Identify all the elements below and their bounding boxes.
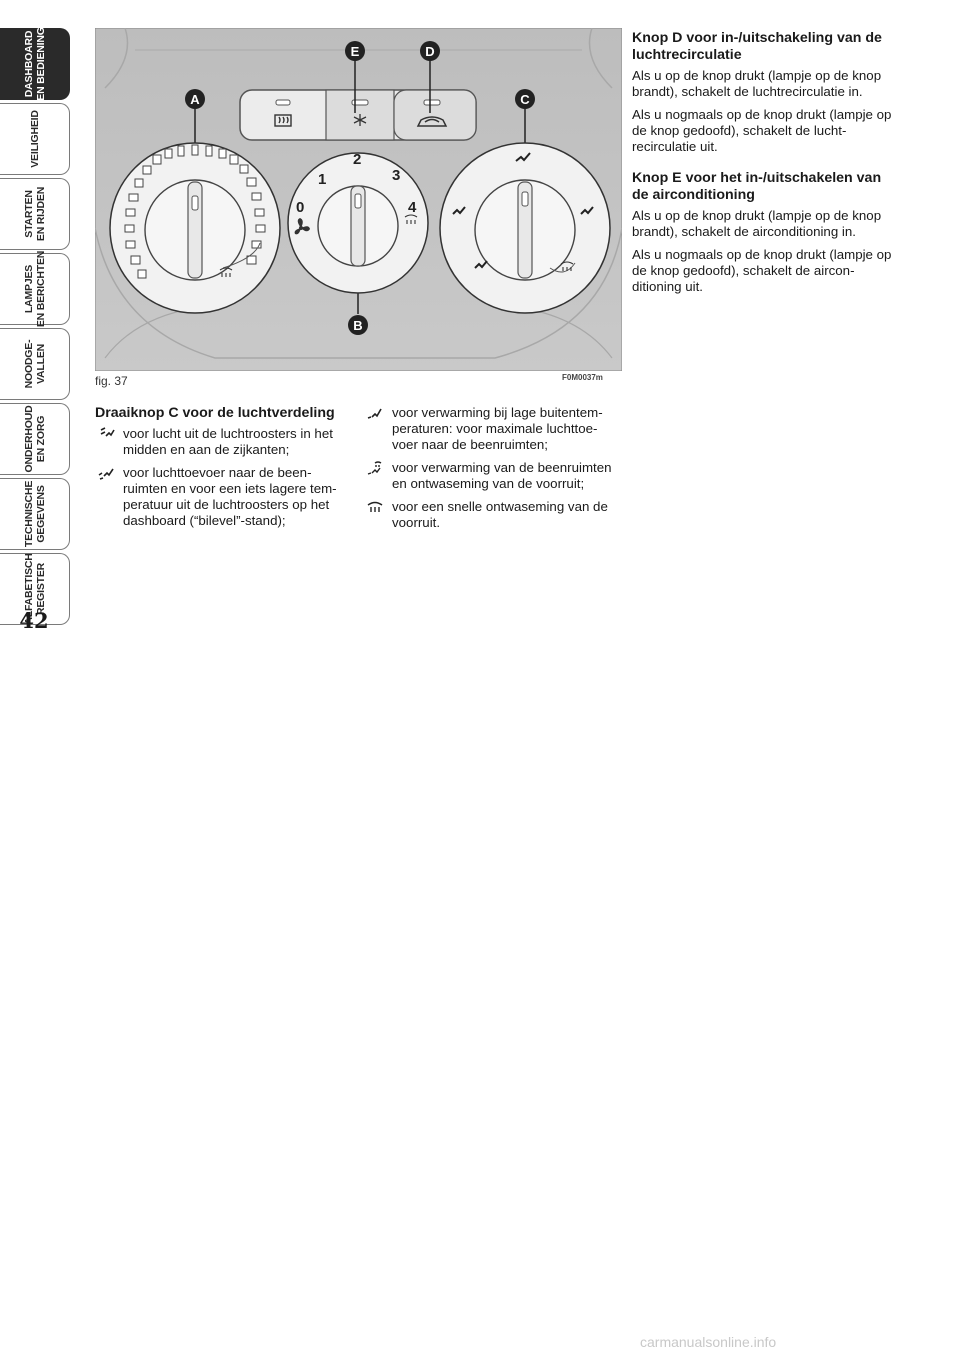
defrost-icon <box>366 500 384 516</box>
callout-c <box>515 89 535 109</box>
knob-a-temperature[interactable] <box>110 143 280 313</box>
list-item <box>364 405 622 453</box>
face-vent-icon <box>97 427 115 443</box>
section-d-e-column <box>632 30 898 302</box>
item-text: voor luchttoevoer naar de been-ruimten en voor een iets lagere tem-peratuur uit de luchtroosters op het dashboard (“bilevel”-stand); <box>123 465 337 528</box>
tab-lampjes[interactable] <box>0 250 70 328</box>
paragraph: Als u op de knop drukt (lampje op de knop brandt), schakelt de airconditioning in. <box>632 208 882 239</box>
tab-label: VEILIGHEID <box>28 110 41 168</box>
tab-label: NOODGE- VALLEN <box>22 339 47 389</box>
fan-speed-1: 1 <box>318 171 327 188</box>
list-item <box>95 465 353 529</box>
paragraph: Als u op de knop drukt (lampje op de knop brandt), schakelt de luchtrecirculatie in. <box>632 68 882 99</box>
knob-b-fan[interactable] <box>288 153 428 293</box>
section-c-column-1 <box>95 405 353 536</box>
figure-code: F0M0037m <box>562 373 603 382</box>
section-c-column-2 <box>364 405 622 538</box>
knob-c-distribution[interactable] <box>440 143 610 313</box>
callout-a <box>185 89 205 109</box>
svg-text:D: D <box>425 44 435 59</box>
tab-label: ONDERHOUD EN ZORG <box>22 405 47 473</box>
section-e-heading: Knop E voor het in-/uitschakelen van de airconditioning <box>632 170 882 203</box>
bilevel-icon <box>97 466 115 482</box>
tab-technische[interactable] <box>0 478 70 550</box>
tab-label: DASHBOARD EN BEDIENING <box>22 27 47 101</box>
list-item <box>364 460 622 492</box>
figure-caption: fig. 37 <box>95 374 128 388</box>
paragraph: Als u nogmaals op de knop drukt (lampje op de knop gedoofd), schakelt de lucht-recirculatie uit. <box>632 107 892 154</box>
list-item <box>95 426 353 458</box>
callout-d <box>420 41 440 61</box>
feet-icon <box>366 406 384 422</box>
tab-label: LAMPJES EN BERICHTEN <box>22 250 47 328</box>
callout-b <box>348 315 368 335</box>
item-text: voor lucht uit de luchtroosters in het midden en aan de zijkanten; <box>123 426 333 457</box>
fan-speed-2: 2 <box>353 151 362 168</box>
feet-defrost-icon <box>366 461 384 477</box>
fan-speed-4: 4 <box>408 199 417 216</box>
tab-starten[interactable] <box>0 178 70 250</box>
list-item <box>364 499 622 531</box>
svg-text:E: E <box>350 44 360 59</box>
page-number: 42 <box>19 608 49 633</box>
tab-veiligheid[interactable] <box>0 103 70 175</box>
tab-noodgevallen[interactable] <box>0 328 70 400</box>
fan-speed-3: 3 <box>392 167 401 184</box>
tab-label: TECHNISCHE GEGEVENS <box>22 480 47 548</box>
tab-label: STARTEN EN RIJDEN <box>22 186 47 242</box>
item-text: voor een snelle ontwaseming van de voorruit. <box>392 499 608 530</box>
climate-panel-figure <box>95 28 622 371</box>
tab-dashboard[interactable] <box>0 28 70 100</box>
tab-label: ALFABETISCH REGISTER <box>22 553 47 625</box>
callout-e <box>345 41 365 61</box>
svg-text:A: A <box>190 92 200 107</box>
fan-speed-0: 0 <box>296 199 305 216</box>
watermark: carmanualsonline.info <box>640 1334 777 1350</box>
svg-text:C: C <box>520 92 530 107</box>
tab-onderhoud[interactable] <box>0 403 70 475</box>
svg-text:B: B <box>353 318 363 333</box>
item-text: voor verwarming bij lage buitentem-peraturen: voor maximale luchttoe-voer naar de beenruimten; <box>392 405 603 452</box>
section-d-heading: Knop D voor in-/uitschakeling van de luchtrecirculatie <box>632 30 882 63</box>
section-c-heading: Draaiknop C voor de luchtverdeling <box>95 405 335 421</box>
paragraph: Als u nogmaals op de knop drukt (lampje op de knop gedoofd), schakelt de aircon-ditioning uit. <box>632 247 892 294</box>
item-text: voor verwarming van de beenruimten en ontwaseming van de voorruit; <box>392 460 612 491</box>
